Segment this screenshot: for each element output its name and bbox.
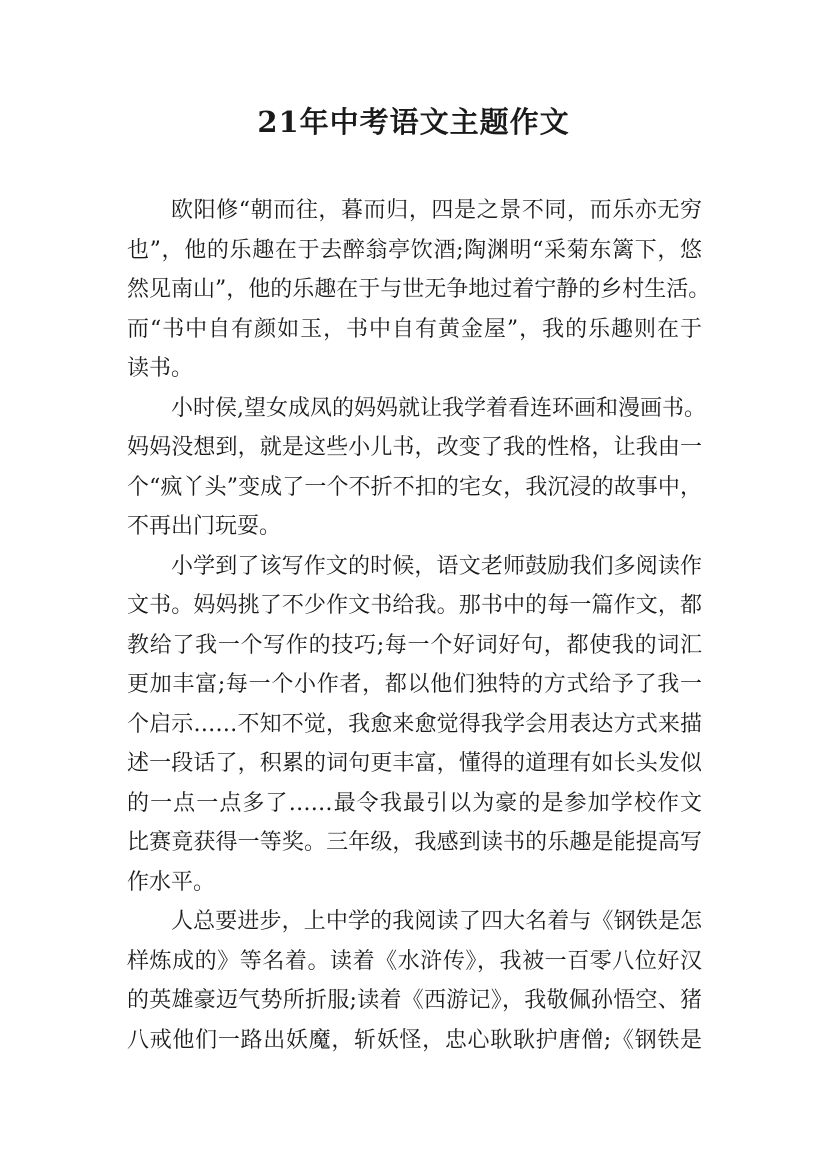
paragraph-line: 的英雄豪迈气势所折服;读着《西游记》，我敬佩孙悟空、猪 bbox=[127, 988, 702, 1013]
paragraph-line: 教给了我一个写作的技巧;每一个好词好句，都使我的词汇 bbox=[127, 632, 702, 658]
paragraph-line: 而“书中自有颜如玉，书中自有黄金屋”，我的乐趣则在于 bbox=[127, 316, 702, 342]
paragraph-line: 然见南山”，他的乐趣在于与世无争地过着宁静的乡村生活。 bbox=[127, 277, 711, 302]
paragraph-line: 作水平。 bbox=[127, 869, 216, 895]
paragraph-line: 比赛竟获得一等奖。三年级，我感到读书的乐趣是能提高写 bbox=[127, 830, 702, 855]
paragraph-line: 样炼成的》等名着。读着《水浒传》，我被一百零八位好汉 bbox=[127, 948, 702, 974]
paragraph-line: 述一段话了，积累的词句更丰富，懂得的道理有如长头发似 bbox=[127, 751, 702, 776]
paragraph-line: 人总要进步，上中学的我阅读了四大名着与《钢铁是怎 bbox=[171, 909, 702, 934]
paragraph-line: 个启示……不知不觉，我愈来愈觉得我学会用表达方式来描 bbox=[127, 711, 702, 737]
paragraph-line: 欧阳修“朝而往，暮而归，四是之景不同，而乐亦无穷 bbox=[171, 198, 702, 223]
paragraph-1 bbox=[127, 191, 711, 389]
document-body bbox=[127, 191, 711, 1060]
paragraph-line: 小时侯,望女成凤的妈妈就让我学着看连环画和漫画书。 bbox=[171, 395, 706, 421]
document-title: 21年中考语文主题作文 bbox=[257, 105, 570, 139]
paragraph-line: 文书。妈妈挑了不少作文书给我。那书中的每一篇作文，都 bbox=[127, 593, 702, 618]
paragraph-line: 也”，他的乐趣在于去醉翁亭饮酒;陶渊明“采菊东篱下，悠 bbox=[127, 237, 702, 263]
paragraph-line: 不再出门玩耍。 bbox=[127, 514, 282, 539]
paragraph-line: 八戒他们一路出妖魔，斩妖怪，忠心耿耿护唐僧;《钢铁是 bbox=[127, 1027, 702, 1053]
paragraph-4 bbox=[127, 902, 702, 1060]
paragraph-3 bbox=[127, 547, 702, 903]
paragraph-line: 读书。 bbox=[127, 356, 194, 381]
paragraph-2 bbox=[127, 389, 706, 547]
paragraph-line: 更加丰富;每一个小作者，都以他们独特的方式给予了我一 bbox=[127, 672, 702, 697]
paragraph-line: 妈妈没想到，就是这些小儿书，改变了我的性格，让我由一 bbox=[127, 435, 702, 460]
paragraph-line: 小学到了该写作文的时候，语文老师鼓励我们多阅读作 bbox=[171, 553, 702, 579]
paragraph-line: 个“疯丫头”变成了一个不折不扣的宅女，我沉浸的故事中， bbox=[127, 474, 702, 500]
paragraph-line: 的一点一点多了……最令我最引以为豪的是参加学校作文 bbox=[127, 790, 702, 816]
